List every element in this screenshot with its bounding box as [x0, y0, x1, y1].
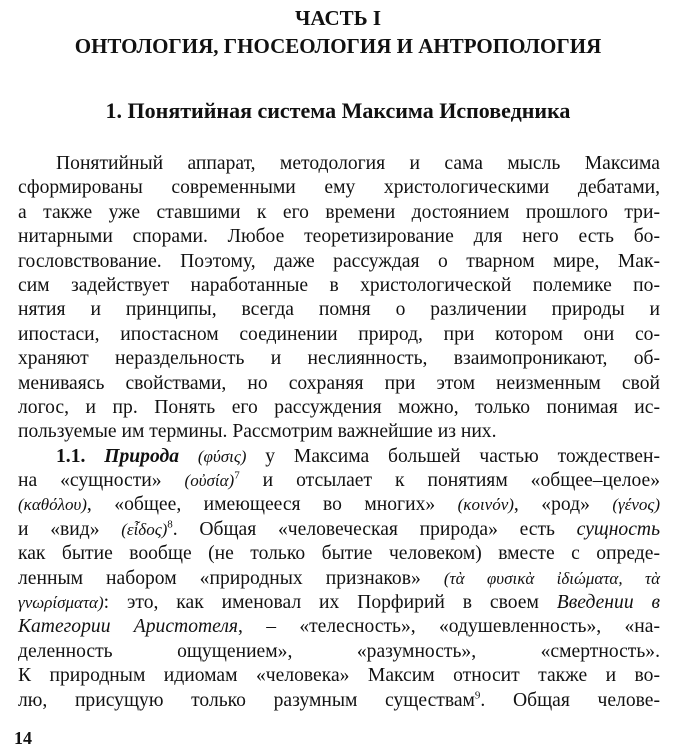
- part-label: ЧАСТЬ I: [294, 6, 381, 30]
- text-fragment: . Общая челове-: [480, 689, 660, 711]
- footnote-marker: 8: [167, 518, 173, 531]
- text-line: нитарными спорами. Любое теоретизирование для него есть бо-: [18, 226, 660, 248]
- page-number: 14: [14, 728, 32, 748]
- text-line: сформированы современными ему христологическими дебатами,: [18, 177, 660, 199]
- text-line: логос, и пр. Понять его рассуждения можно, только понимая ис-: [18, 396, 660, 418]
- text-line: [18, 591, 660, 615]
- text-line: сим задействует наработанные в христологической полемике по-: [18, 274, 660, 296]
- paragraph-2: [18, 445, 660, 713]
- work-title: Категории Аристотеля: [18, 616, 239, 638]
- text-fragment: , «общее, имеющееся во многих»: [86, 494, 436, 516]
- greek-term: (καθόλου): [18, 495, 87, 515]
- text-line: храняют нераздельность и неслиянность, взаимопроникают, об-: [18, 348, 660, 370]
- text-line: Понятийный аппарат, методология и сама мысль Максима: [56, 153, 660, 174]
- text-line: [18, 689, 660, 713]
- paragraph-1: [18, 152, 660, 445]
- text-line: деленность ощущением», «разумность», «смертность».: [18, 640, 660, 662]
- text-fragment: лю, присущую только разумным существам: [18, 689, 475, 711]
- text-fragment: на «сущности»: [18, 470, 162, 492]
- work-title: Введении в: [556, 592, 661, 614]
- text-line: гословствование. Поэтому, даже рассуждая о тварном мире, Мак-: [18, 250, 660, 272]
- greek-term: (οὐσία): [184, 471, 235, 491]
- section-title: 1. Понятийная система Максима Исповедника: [105, 98, 571, 123]
- text-line: [18, 493, 660, 517]
- part-title: ОНТОЛОГИЯ, ГНОСЕОЛОГИЯ И АНТРОПОЛОГИЯ: [74, 34, 602, 58]
- text-fragment: у Максима большей частью тождествен-: [265, 445, 660, 467]
- greek-term: (φύσις): [197, 446, 247, 466]
- body-text: [18, 152, 660, 713]
- text-line: а также уже ставшими к его времени достоянием прошлого три-: [18, 201, 660, 223]
- text-line: как бытие вообще (не только бытие человеком) вместе с опреде-: [18, 543, 660, 565]
- text-fragment: , – «телесность», «одушевленность», «на-: [238, 616, 660, 638]
- greek-term: (γένος): [612, 495, 660, 515]
- footnote-marker: 7: [234, 469, 240, 482]
- text-line: [18, 518, 660, 542]
- emphasis-essence: сущность: [576, 518, 660, 540]
- greek-term: γνωρίσματα): [18, 593, 104, 613]
- text-line: [18, 469, 660, 493]
- text-fragment: : это, как именовал их Порфирий в своем: [103, 592, 539, 614]
- text-line: нятия и принципы, всегда помня о различении природы и: [18, 299, 660, 321]
- text-fragment: ленным набором «природных признаков»: [18, 567, 421, 589]
- text-fragment: . Общая «человеческая природа» есть: [172, 518, 555, 540]
- greek-term: (εἶδος): [121, 519, 168, 539]
- text-line: К природным идиомам «человека» Максим относит также и во-: [18, 665, 660, 687]
- text-fragment: и отсылает к понятиям «общее–целое»: [262, 470, 661, 492]
- greek-term: (κοινόν): [457, 495, 514, 515]
- text-fragment: , «род»: [513, 494, 590, 516]
- greek-term: (τὰ φυσικὰ ἰδιώματα, τὰ: [443, 568, 661, 588]
- text-line: мениваясь свойствами, но сохраняя при этом неизменным свой: [18, 372, 660, 394]
- text-line: [18, 567, 660, 591]
- text-fragment: и «вид»: [18, 518, 100, 540]
- subsection-number: 1.1.: [56, 445, 86, 467]
- text-line: ипостаси, ипостасном соединении природ, при котором они со-: [18, 323, 660, 345]
- term-nature: Природа: [104, 445, 180, 467]
- text-line: [18, 615, 660, 639]
- text-line: [18, 445, 660, 469]
- text-line: пользуемые им термины. Рассмотрим важнейшие из них.: [18, 421, 497, 443]
- footnote-marker: 9: [474, 689, 481, 702]
